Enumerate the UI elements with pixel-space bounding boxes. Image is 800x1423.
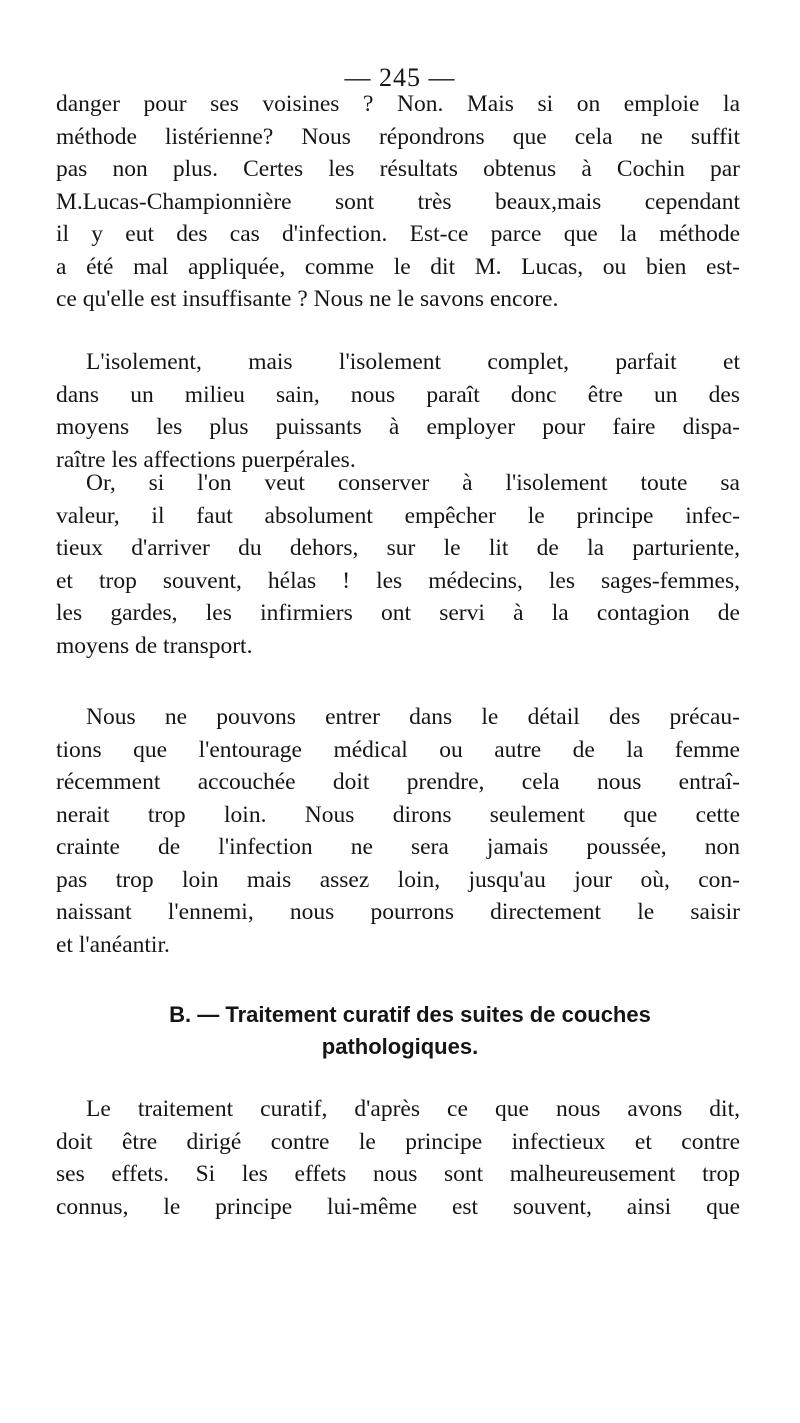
text-line: dans un milieu sain, nous paraît donc être un des [56,381,740,408]
text-line: moyens les plus puissants à employer pour faire dispa- [56,414,740,440]
section-heading-line: B. — Traitement curatif des suites de couches [169,1002,651,1027]
page-number: — 245 — [344,63,456,92]
paragraph-1 [56,88,740,316]
section-heading [0,999,800,1063]
paragraph-3 [56,467,740,662]
text-line: méthode listérienne? Nous répondrons que cela ne suffit [56,123,740,150]
text-line: tions que l'entourage médical ou autre de la femme [56,736,740,763]
text-line: danger pour ses voisines ? Non. Mais si on emploie la [56,91,740,117]
text-line: les gardes, les infirmiers ont servi à la contagion de [56,600,740,626]
text-line: et trop souvent, hélas ! les médecins, les sages-femmes, [56,567,740,594]
text-line: et l'anéantir. [56,931,170,958]
text-line: L'isolement, mais l'isolement complet, parfait et [86,349,740,375]
text-line: naissant l'ennemi, nous pourrons directement le saisir [56,899,740,925]
text-line: doit être dirigé contre le principe infectieux et contre [56,1128,740,1155]
paragraph-5 [56,1093,740,1223]
text-line: crainte de l'infection ne sera jamais poussée, non [56,834,740,860]
text-line: tieux d'arriver du dehors, sur le lit de la parturiente, [56,535,740,561]
text-line: connus, le principe lui-même est souvent, ainsi que [56,1193,740,1220]
section-heading-line: pathologiques. [321,1034,479,1059]
text-line: Or, si l'on veut conserver à l'isolement toute sa [86,470,740,496]
text-line: a été mal appliquée, comme le dit M. Lucas, ou bien est- [56,253,740,280]
text-line: valeur, il faut absolument empêcher le principe infec- [56,502,740,529]
text-line: ses effets. Si les effets nous sont malheureusement trop [56,1161,740,1187]
text-line: pas trop loin mais assez loin, jusqu'au jour où, con- [56,866,740,893]
text-line: Nous ne pouvons entrer dans le détail des précau- [86,704,740,730]
text-line: pas non plus. Certes les résultats obtenus à Cochin par [56,156,740,182]
text-line: raître les affections puerpérales. [56,446,356,473]
text-line: il y eut des cas d'infection. Est-ce parce que la méthode [56,221,740,247]
paragraph-4 [56,701,740,961]
text-line: récemment accouchée doit prendre, cela nous entraî- [56,769,740,795]
paragraph-2 [56,346,740,476]
text-line: moyens de transport. [56,632,253,659]
text-line: M.Lucas-Championnière sont très beaux,mais cependant [56,188,740,215]
text-line: ce qu'elle est insuffisante ? Nous ne le savons encore. [56,286,559,312]
text-line: nerait trop loin. Nous dirons seulement que cette [56,801,740,828]
text-line: Le traitement curatif, d'après ce que nous avons dit, [86,1096,740,1122]
